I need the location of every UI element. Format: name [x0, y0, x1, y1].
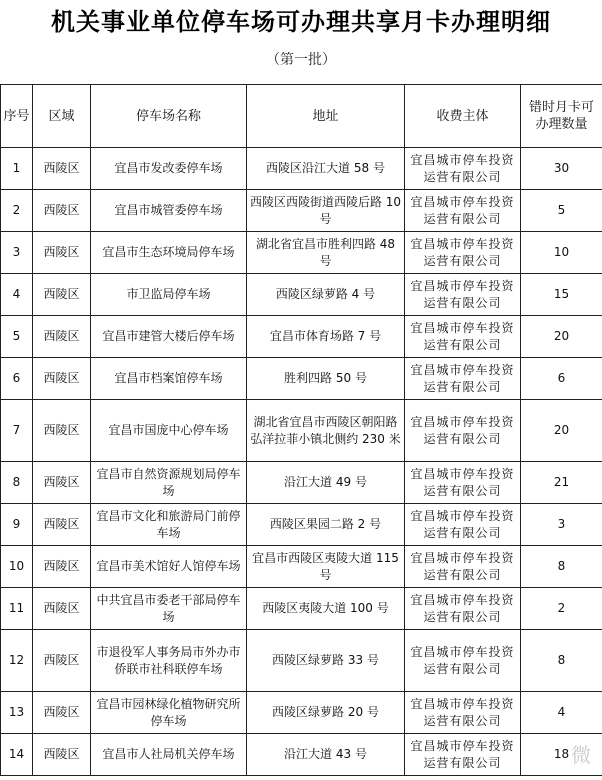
cell-owner: 宜昌城市停车投资运营有限公司 [405, 546, 521, 588]
table-row [1, 462, 602, 504]
cell-no: 8 [1, 462, 33, 504]
cell-name: 宜昌市档案馆停车场 [91, 358, 247, 400]
cell-no: 1 [1, 148, 33, 190]
cell-owner: 宜昌城市停车投资运营有限公司 [405, 588, 521, 630]
cell-address: 西陵区沿江大道 58 号 [247, 148, 405, 190]
cell-district: 西陵区 [33, 462, 91, 504]
col-header-district: 区域 [33, 85, 91, 148]
cell-address: 西陵区西陵街道西陵后路 10 号 [247, 190, 405, 232]
cell-district: 西陵区 [33, 734, 91, 776]
col-header-quantity: 错时月卡可办理数量 [521, 85, 602, 148]
cell-address: 宜昌市西陵区夷陵大道 115 号 [247, 546, 405, 588]
cell-no: 9 [1, 504, 33, 546]
cell-quantity: 6 [521, 358, 602, 400]
cell-address: 西陵区夷陵大道 100 号 [247, 588, 405, 630]
cell-quantity: 8 [521, 546, 602, 588]
cell-name: 市退役军人事务局市外办市侨联市社科联停车场 [91, 630, 247, 692]
cell-quantity: 4 [521, 692, 602, 734]
cell-address: 胜利四路 50 号 [247, 358, 405, 400]
cell-quantity: 18 [521, 734, 602, 776]
cell-address: 湖北省宜昌市西陵区朝阳路弘洋拉菲小镇北侧约 230 米 [247, 400, 405, 462]
cell-district: 西陵区 [33, 148, 91, 190]
table-row [1, 734, 602, 776]
cell-quantity: 30 [521, 148, 602, 190]
cell-owner: 宜昌城市停车投资运营有限公司 [405, 274, 521, 316]
cell-address: 沿江大道 43 号 [247, 734, 405, 776]
cell-address: 西陵区绿萝路 4 号 [247, 274, 405, 316]
table-row [1, 274, 602, 316]
table-row [1, 588, 602, 630]
cell-name: 宜昌市建管大楼后停车场 [91, 316, 247, 358]
cell-no: 5 [1, 316, 33, 358]
cell-quantity: 20 [521, 316, 602, 358]
table-row [1, 316, 602, 358]
cell-owner: 宜昌城市停车投资运营有限公司 [405, 462, 521, 504]
table-row [1, 504, 602, 546]
table-row [1, 358, 602, 400]
cell-district: 西陵区 [33, 274, 91, 316]
cell-owner: 宜昌城市停车投资运营有限公司 [405, 190, 521, 232]
cell-district: 西陵区 [33, 358, 91, 400]
cell-no: 11 [1, 588, 33, 630]
cell-name: 宜昌市生态环境局停车场 [91, 232, 247, 274]
col-header-owner: 收费主体 [405, 85, 521, 148]
table-row [1, 190, 602, 232]
cell-no: 14 [1, 734, 33, 776]
cell-owner: 宜昌城市停车投资运营有限公司 [405, 148, 521, 190]
cell-name: 中共宜昌市委老干部局停车场 [91, 588, 247, 630]
table-row [1, 630, 602, 692]
cell-district: 西陵区 [33, 316, 91, 358]
cell-address: 湖北省宜昌市胜利四路 48 号 [247, 232, 405, 274]
cell-no: 4 [1, 274, 33, 316]
cell-owner: 宜昌城市停车投资运营有限公司 [405, 504, 521, 546]
cell-quantity: 8 [521, 630, 602, 692]
cell-owner: 宜昌城市停车投资运营有限公司 [405, 400, 521, 462]
cell-quantity: 2 [521, 588, 602, 630]
cell-owner: 宜昌城市停车投资运营有限公司 [405, 692, 521, 734]
cell-owner: 宜昌城市停车投资运营有限公司 [405, 630, 521, 692]
table-row [1, 148, 602, 190]
page-title: 机关事业单位停车场可办理共享月卡办理明细 [51, 8, 551, 36]
cell-district: 西陵区 [33, 546, 91, 588]
cell-no: 3 [1, 232, 33, 274]
cell-quantity: 15 [521, 274, 602, 316]
cell-no: 12 [1, 630, 33, 692]
cell-quantity: 3 [521, 504, 602, 546]
cell-name: 宜昌市文化和旅游局门前停车场 [91, 504, 247, 546]
col-header-address: 地址 [247, 85, 405, 148]
cell-name: 宜昌市人社局机关停车场 [91, 734, 247, 776]
parking-table [0, 84, 602, 776]
cell-no: 2 [1, 190, 33, 232]
cell-name: 宜昌市美术馆好人馆停车场 [91, 546, 247, 588]
cell-no: 7 [1, 400, 33, 462]
cell-name: 宜昌市自然资源规划局停车场 [91, 462, 247, 504]
page-subtitle: （第一批） [266, 52, 336, 68]
cell-district: 西陵区 [33, 588, 91, 630]
watermark: 微 [571, 743, 591, 767]
cell-owner: 宜昌城市停车投资运营有限公司 [405, 358, 521, 400]
cell-address: 西陵区绿萝路 33 号 [247, 630, 405, 692]
cell-name: 市卫监局停车场 [91, 274, 247, 316]
cell-quantity: 5 [521, 190, 602, 232]
cell-district: 西陵区 [33, 692, 91, 734]
cell-address: 沿江大道 49 号 [247, 462, 405, 504]
cell-district: 西陵区 [33, 400, 91, 462]
table-row [1, 400, 602, 462]
cell-quantity: 10 [521, 232, 602, 274]
cell-address: 宜昌市体育场路 7 号 [247, 316, 405, 358]
cell-no: 13 [1, 692, 33, 734]
cell-district: 西陵区 [33, 232, 91, 274]
table-header-row [1, 85, 602, 148]
cell-no: 6 [1, 358, 33, 400]
cell-name: 宜昌市国庞中心停车场 [91, 400, 247, 462]
cell-quantity: 21 [521, 462, 602, 504]
cell-district: 西陵区 [33, 504, 91, 546]
cell-district: 西陵区 [33, 190, 91, 232]
cell-quantity: 20 [521, 400, 602, 462]
cell-name: 宜昌市城管委停车场 [91, 190, 247, 232]
cell-name: 宜昌市园林绿化植物研究所停车场 [91, 692, 247, 734]
table-row [1, 546, 602, 588]
cell-no: 10 [1, 546, 33, 588]
cell-owner: 宜昌城市停车投资运营有限公司 [405, 232, 521, 274]
cell-name: 宜昌市发改委停车场 [91, 148, 247, 190]
table-row [1, 692, 602, 734]
cell-address: 西陵区果园二路 2 号 [247, 504, 405, 546]
cell-owner: 宜昌城市停车投资运营有限公司 [405, 734, 521, 776]
cell-owner: 宜昌城市停车投资运营有限公司 [405, 316, 521, 358]
table-row [1, 232, 602, 274]
col-header-name: 停车场名称 [91, 85, 247, 148]
cell-district: 西陵区 [33, 630, 91, 692]
cell-address: 西陵区绿萝路 20 号 [247, 692, 405, 734]
col-header-no: 序号 [1, 85, 33, 148]
